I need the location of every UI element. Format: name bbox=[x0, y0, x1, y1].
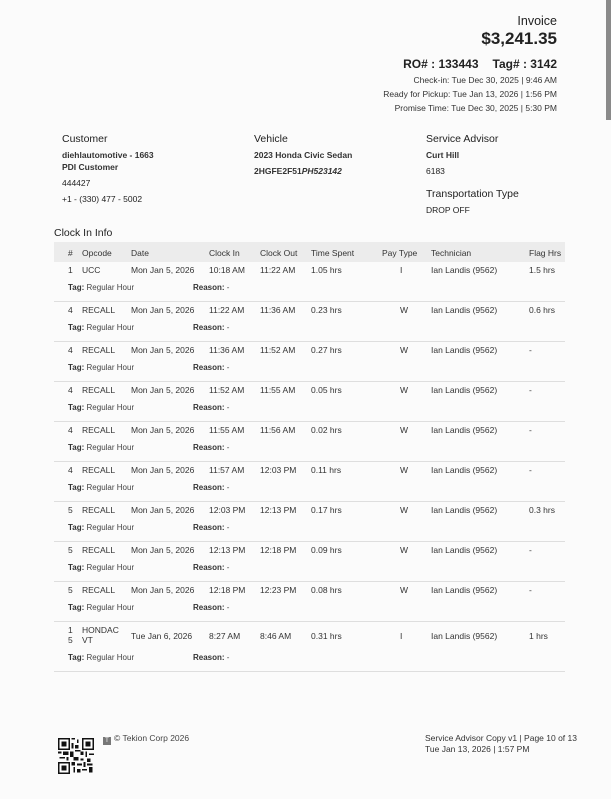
row-clock-out: 12:18 PM bbox=[260, 545, 297, 555]
reason-value: - bbox=[226, 483, 230, 492]
printed-time: Tue Jan 13, 2026 | 1:57 PM bbox=[425, 744, 530, 754]
row-flag-hrs: - bbox=[529, 385, 532, 395]
table-header bbox=[54, 242, 565, 262]
row-tag bbox=[68, 363, 134, 372]
row-pay-type: W bbox=[400, 385, 409, 395]
customer-name: diehlautomotive - 1663 bbox=[62, 150, 154, 160]
row-main bbox=[54, 462, 565, 480]
reason-label: Reason: bbox=[193, 603, 225, 612]
row-time-spent: 0.09 hrs bbox=[311, 545, 342, 555]
row-date: Mon Jan 5, 2026 bbox=[131, 585, 195, 595]
col-clock-in: Clock In bbox=[209, 248, 240, 258]
row-flag-hrs: - bbox=[529, 465, 532, 475]
promise-time: Promise Time: Tue Dec 30, 2025 | 5:30 PM bbox=[394, 103, 557, 113]
row-technician: Ian Landis (9562) bbox=[431, 631, 498, 641]
row-reason bbox=[193, 403, 229, 412]
table-row bbox=[54, 302, 565, 342]
row-technician: Ian Landis (9562) bbox=[431, 305, 498, 315]
tag-value: Regular Hour bbox=[86, 283, 135, 292]
row-number: 1 5 bbox=[68, 625, 73, 645]
row-main bbox=[54, 342, 565, 360]
row-flag-hrs: - bbox=[529, 585, 532, 595]
tag-label: Tag: bbox=[68, 443, 85, 452]
row-main bbox=[54, 582, 565, 600]
row-main bbox=[54, 382, 565, 400]
table-row bbox=[54, 422, 565, 462]
transport-type: DROP OFF bbox=[426, 205, 470, 215]
row-pay-type: I bbox=[400, 265, 403, 275]
row-date: Mon Jan 5, 2026 bbox=[131, 505, 195, 515]
vehicle-section bbox=[254, 133, 352, 177]
row-date: Mon Jan 5, 2026 bbox=[131, 425, 195, 435]
row-clock-out: 8:46 AM bbox=[260, 631, 292, 641]
col-pay-type: Pay Type bbox=[382, 248, 418, 258]
row-number: 5 bbox=[68, 545, 73, 555]
row-details bbox=[54, 400, 565, 421]
row-details bbox=[54, 280, 565, 301]
footer-page-info bbox=[425, 733, 577, 755]
row-pay-type: W bbox=[400, 305, 409, 315]
col-num: # bbox=[68, 248, 73, 258]
row-opcode: RECALL bbox=[82, 505, 116, 515]
row-opcode: RECALL bbox=[82, 305, 116, 315]
row-technician: Ian Landis (9562) bbox=[431, 385, 498, 395]
row-technician: Ian Landis (9562) bbox=[431, 505, 498, 515]
row-clock-out: 11:52 AM bbox=[260, 345, 296, 355]
vehicle-model: 2023 Honda Civic Sedan bbox=[254, 150, 353, 160]
reason-value: - bbox=[226, 653, 230, 662]
reason-label: Reason: bbox=[193, 443, 225, 452]
row-time-spent: 0.05 hrs bbox=[311, 385, 342, 395]
col-opcode: Opcode bbox=[82, 248, 112, 258]
row-time-spent: 0.11 hrs bbox=[311, 465, 342, 475]
row-clock-out: 11:36 AM bbox=[260, 305, 296, 315]
row-tag bbox=[68, 443, 134, 452]
reason-label: Reason: bbox=[193, 283, 225, 292]
row-technician: Ian Landis (9562) bbox=[431, 545, 498, 555]
col-technician: Technician bbox=[431, 248, 472, 258]
row-tag bbox=[68, 403, 134, 412]
reason-value: - bbox=[226, 283, 230, 292]
row-number: 4 bbox=[68, 305, 73, 315]
row-flag-hrs: - bbox=[529, 345, 532, 355]
tag-label: Tag: bbox=[68, 523, 85, 532]
invoice-amount: $3,241.35 bbox=[481, 29, 557, 48]
customer-phone: +1 - (330) 477 - 5002 bbox=[62, 194, 143, 204]
tag-value: Regular Hour bbox=[86, 443, 135, 452]
col-date: Date bbox=[131, 248, 149, 258]
reason-label: Reason: bbox=[193, 653, 225, 662]
row-clock-in: 11:55 AM bbox=[209, 425, 245, 435]
customer-id: 444427 bbox=[62, 178, 91, 188]
copy-page-info: Service Advisor Copy v1 | Page 10 of 13 bbox=[425, 733, 577, 743]
row-time-spent: 0.17 hrs bbox=[311, 505, 342, 515]
row-reason bbox=[193, 523, 229, 532]
row-number: 1 bbox=[68, 265, 73, 275]
vin-suffix: PH523142 bbox=[301, 166, 342, 176]
row-main bbox=[54, 502, 565, 520]
row-pay-type: W bbox=[400, 505, 409, 515]
tekion-logo-icon: T bbox=[103, 737, 111, 745]
customer-heading: Customer bbox=[62, 133, 108, 145]
reason-value: - bbox=[226, 363, 230, 372]
table-row bbox=[54, 342, 565, 382]
advisor-heading: Service Advisor bbox=[426, 133, 499, 145]
tag-value: Regular Hour bbox=[86, 603, 135, 612]
row-clock-out: 12:13 PM bbox=[260, 505, 297, 515]
row-details bbox=[54, 600, 565, 621]
row-details bbox=[54, 560, 565, 581]
row-details bbox=[54, 360, 565, 381]
row-pay-type: W bbox=[400, 585, 409, 595]
row-details bbox=[54, 480, 565, 501]
row-opcode: HONDAC VT bbox=[82, 625, 119, 645]
row-main bbox=[54, 302, 565, 320]
row-reason bbox=[193, 483, 229, 492]
row-opcode: RECALL bbox=[82, 425, 116, 435]
row-main bbox=[54, 542, 565, 560]
ro-tag-line bbox=[383, 57, 557, 71]
row-time-spent: 0.08 hrs bbox=[311, 585, 342, 595]
vin-prefix: 2HGFE2F51 bbox=[254, 166, 302, 176]
row-flag-hrs: 0.6 hrs bbox=[529, 305, 555, 315]
footer-copyright bbox=[103, 733, 189, 745]
transport-heading: Transportation Type bbox=[426, 188, 519, 200]
reason-value: - bbox=[226, 603, 230, 612]
tag-label: Tag: bbox=[68, 323, 85, 332]
tag-value: Regular Hour bbox=[86, 483, 135, 492]
row-technician: Ian Landis (9562) bbox=[431, 465, 498, 475]
row-details bbox=[54, 650, 565, 671]
reason-value: - bbox=[226, 523, 230, 532]
row-opcode: RECALL bbox=[82, 585, 116, 595]
row-technician: Ian Landis (9562) bbox=[431, 585, 498, 595]
row-clock-in: 12:18 PM bbox=[209, 585, 246, 595]
customer-type: PDI Customer bbox=[62, 162, 119, 172]
row-main bbox=[54, 422, 565, 440]
table-row bbox=[54, 582, 565, 622]
tag-number: Tag# : 3142 bbox=[492, 57, 557, 71]
advisor-name: Curt Hill bbox=[426, 150, 460, 160]
tag-label: Tag: bbox=[68, 283, 85, 292]
row-details bbox=[54, 320, 565, 341]
row-time-spent: 0.31 hrs bbox=[311, 631, 342, 641]
row-date: Tue Jan 6, 2026 bbox=[131, 631, 193, 641]
col-flag-hrs: Flag Hrs bbox=[529, 248, 562, 258]
row-opcode: RECALL bbox=[82, 345, 116, 355]
table-body bbox=[54, 262, 565, 672]
tag-label: Tag: bbox=[68, 483, 85, 492]
row-time-spent: 1.05 hrs bbox=[311, 265, 342, 275]
row-reason bbox=[193, 363, 229, 372]
tag-value: Regular Hour bbox=[86, 363, 135, 372]
reason-value: - bbox=[226, 563, 230, 572]
row-time-spent: 0.27 hrs bbox=[311, 345, 342, 355]
tag-label: Tag: bbox=[68, 363, 85, 372]
row-clock-in: 11:36 AM bbox=[209, 345, 245, 355]
row-date: Mon Jan 5, 2026 bbox=[131, 385, 195, 395]
row-tag bbox=[68, 603, 134, 612]
qr-code-icon bbox=[58, 738, 94, 774]
row-opcode: RECALL bbox=[82, 465, 116, 475]
tag-value: Regular Hour bbox=[86, 523, 135, 532]
reason-value: - bbox=[226, 443, 230, 452]
row-tag bbox=[68, 483, 134, 492]
col-time-spent: Time Spent bbox=[311, 248, 355, 258]
tag-label: Tag: bbox=[68, 653, 85, 662]
table-row bbox=[54, 542, 565, 582]
row-flag-hrs: - bbox=[529, 425, 532, 435]
row-date: Mon Jan 5, 2026 bbox=[131, 465, 195, 475]
row-reason bbox=[193, 653, 229, 662]
row-main bbox=[54, 262, 565, 280]
row-clock-in: 8:27 AM bbox=[209, 631, 241, 641]
row-tag bbox=[68, 563, 134, 572]
table-row bbox=[54, 462, 565, 502]
customer-section bbox=[62, 133, 154, 205]
tag-value: Regular Hour bbox=[86, 323, 135, 332]
row-pay-type: W bbox=[400, 545, 409, 555]
advisor-id: 6183 bbox=[426, 166, 445, 176]
clock-in-table bbox=[54, 242, 565, 672]
row-clock-in: 11:52 AM bbox=[209, 385, 245, 395]
ro-number: RO# : 133443 bbox=[403, 57, 479, 71]
col-clock-out: Clock Out bbox=[260, 248, 298, 258]
row-flag-hrs: 0.3 hrs bbox=[529, 505, 555, 515]
row-pay-type: I bbox=[400, 631, 403, 641]
row-clock-out: 11:55 AM bbox=[260, 385, 296, 395]
ready-for-pickup-time: Ready for Pickup: Tue Jan 13, 2026 | 1:56 PM bbox=[383, 89, 557, 99]
row-flag-hrs: - bbox=[529, 545, 532, 555]
row-clock-out: 11:22 AM bbox=[260, 265, 296, 275]
reason-label: Reason: bbox=[193, 363, 225, 372]
check-in-time: Check-in: Tue Dec 30, 2025 | 9:46 AM bbox=[413, 75, 557, 85]
invoice-header bbox=[383, 14, 557, 113]
row-clock-in: 12:03 PM bbox=[209, 505, 246, 515]
row-pay-type: W bbox=[400, 425, 409, 435]
row-tag bbox=[68, 323, 134, 332]
tag-value: Regular Hour bbox=[86, 653, 135, 662]
tag-label: Tag: bbox=[68, 603, 85, 612]
row-details bbox=[54, 440, 565, 461]
row-opcode: RECALL bbox=[82, 545, 116, 555]
row-clock-in: 11:22 AM bbox=[209, 305, 245, 315]
reason-label: Reason: bbox=[193, 523, 225, 532]
row-reason bbox=[193, 603, 229, 612]
row-time-spent: 0.23 hrs bbox=[311, 305, 342, 315]
row-reason bbox=[193, 563, 229, 572]
row-date: Mon Jan 5, 2026 bbox=[131, 265, 195, 275]
row-clock-in: 10:18 AM bbox=[209, 265, 245, 275]
tag-value: Regular Hour bbox=[86, 563, 135, 572]
service-advisor-section bbox=[426, 133, 519, 216]
row-flag-hrs: 1 hrs bbox=[529, 631, 548, 641]
reason-value: - bbox=[226, 403, 230, 412]
row-clock-out: 12:03 PM bbox=[260, 465, 297, 475]
row-technician: Ian Landis (9562) bbox=[431, 265, 498, 275]
row-time-spent: 0.02 hrs bbox=[311, 425, 342, 435]
clock-in-title: Clock In Info bbox=[54, 227, 113, 239]
row-clock-out: 12:23 PM bbox=[260, 585, 297, 595]
row-details bbox=[54, 520, 565, 541]
row-number: 4 bbox=[68, 385, 73, 395]
row-date: Mon Jan 5, 2026 bbox=[131, 305, 195, 315]
row-clock-out: 11:56 AM bbox=[260, 425, 296, 435]
row-number: 5 bbox=[68, 505, 73, 515]
row-number: 4 bbox=[68, 345, 73, 355]
row-clock-in: 11:57 AM bbox=[209, 465, 245, 475]
row-reason bbox=[193, 323, 229, 332]
row-number: 4 bbox=[68, 465, 73, 475]
row-number: 5 bbox=[68, 585, 73, 595]
row-date: Mon Jan 5, 2026 bbox=[131, 345, 195, 355]
row-number: 4 bbox=[68, 425, 73, 435]
row-flag-hrs: 1.5 hrs bbox=[529, 265, 555, 275]
row-tag bbox=[68, 653, 134, 662]
table-row bbox=[54, 502, 565, 542]
row-pay-type: W bbox=[400, 465, 409, 475]
row-main bbox=[54, 622, 565, 650]
reason-label: Reason: bbox=[193, 403, 225, 412]
reason-label: Reason: bbox=[193, 563, 225, 572]
row-opcode: UCC bbox=[82, 265, 101, 275]
row-pay-type: W bbox=[400, 345, 409, 355]
tag-value: Regular Hour bbox=[86, 403, 135, 412]
reason-label: Reason: bbox=[193, 323, 225, 332]
row-date: Mon Jan 5, 2026 bbox=[131, 545, 195, 555]
row-tag bbox=[68, 283, 134, 292]
row-reason bbox=[193, 283, 229, 292]
row-technician: Ian Landis (9562) bbox=[431, 425, 498, 435]
table-row bbox=[54, 382, 565, 422]
vehicle-vin bbox=[254, 165, 352, 177]
row-opcode: RECALL bbox=[82, 385, 116, 395]
row-reason bbox=[193, 443, 229, 452]
reason-label: Reason: bbox=[193, 483, 225, 492]
reason-value: - bbox=[226, 323, 230, 332]
tag-label: Tag: bbox=[68, 403, 85, 412]
copyright-text: © Tekion Corp 2026 bbox=[114, 733, 190, 743]
invoice-title: Invoice bbox=[517, 14, 557, 28]
vehicle-heading: Vehicle bbox=[254, 133, 288, 145]
tag-label: Tag: bbox=[68, 563, 85, 572]
row-clock-in: 12:13 PM bbox=[209, 545, 246, 555]
table-row bbox=[54, 622, 565, 672]
row-tag bbox=[68, 523, 134, 532]
table-row bbox=[54, 262, 565, 302]
row-technician: Ian Landis (9562) bbox=[431, 345, 498, 355]
scan-edge-shadow bbox=[606, 0, 611, 120]
